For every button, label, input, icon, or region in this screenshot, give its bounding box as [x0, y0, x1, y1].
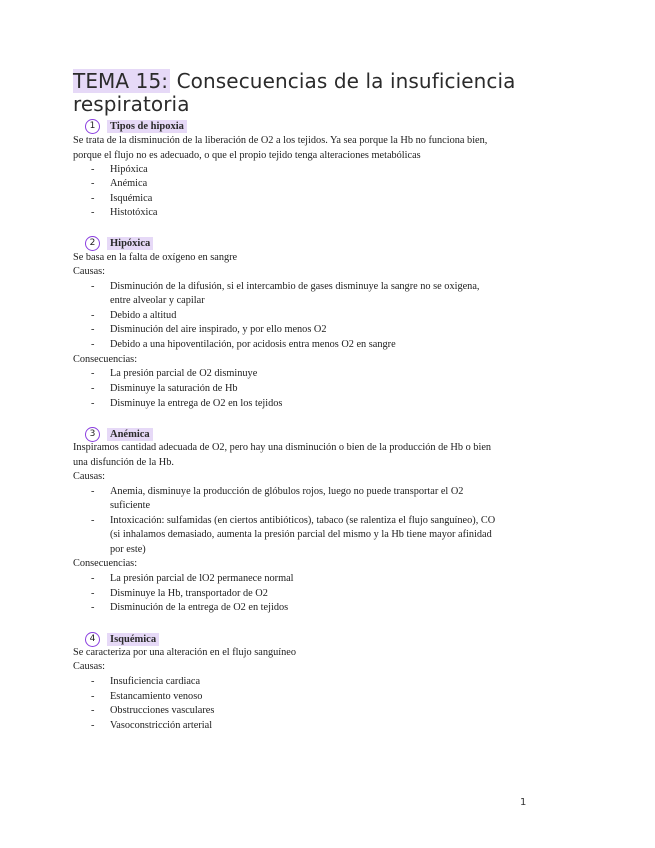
section-heading-text: Anémica	[107, 428, 153, 441]
bullet-dash: -	[91, 602, 95, 613]
bullet-dash: -	[91, 705, 95, 716]
list-item: Debido a una hipoventilación, por acidosis entra menos O2 en sangre	[110, 339, 396, 350]
section-4-heading	[85, 631, 159, 647]
bullet-dash: -	[91, 720, 95, 731]
causas-label: Causas:	[73, 266, 106, 277]
bullet-dash: -	[91, 368, 95, 379]
bullet-dash: -	[91, 324, 95, 335]
list-item: Intoxicación: sulfamidas (en ciertos antibióticos), tabaco (se ralentiza el flujo sanguíneo), CO	[110, 515, 496, 526]
bullet-dash: -	[91, 281, 95, 292]
bullet-dash: -	[91, 573, 95, 584]
bullet-dash: -	[91, 310, 95, 321]
list-item: Anemia, disminuye la producción de glóbulos rojos, luego no puede transportar el O2	[110, 486, 464, 497]
section-number-badge: 1	[85, 119, 100, 134]
list-item: Hipóxica	[110, 164, 148, 175]
page-title	[73, 70, 593, 116]
consecuencias-label: Consecuencias:	[73, 354, 138, 365]
list-item: Disminuye la entrega de O2 en los tejidos	[110, 398, 283, 409]
list-item: Debido a altitud	[110, 310, 177, 321]
bullet-dash: -	[91, 515, 95, 526]
bullet-dash: -	[91, 164, 95, 175]
list-item: Histotóxica	[110, 207, 158, 218]
consecuencias-label: Consecuencias:	[73, 558, 138, 569]
bullet-dash: -	[91, 676, 95, 687]
section-2-heading	[85, 235, 153, 251]
page-number: 1	[520, 797, 527, 808]
list-item: Estancamiento venoso	[110, 691, 203, 702]
causas-label: Causas:	[73, 661, 106, 672]
list-item: Isquémica	[110, 193, 153, 204]
bullet-dash: -	[91, 588, 95, 599]
title-main: Consecuencias de la insuficiencia	[170, 69, 516, 93]
list-item-continuation: (si inhalamos demasiado, aumenta la presión parcial del mismo y la Hb tiene mayor afinidad	[110, 529, 492, 540]
list-item-continuation: suficiente	[110, 500, 151, 511]
list-item: La presión parcial de lO2 permanece normal	[110, 573, 294, 584]
section-heading-text: Tipos de hipoxia	[107, 120, 187, 133]
bullet-dash: -	[91, 383, 95, 394]
list-item-continuation: por este)	[110, 544, 146, 555]
list-item: Disminución de la difusión, si el intercambio de gases disminuye la sangre no se oxigena,	[110, 281, 480, 292]
paragraph-line: una disfunción de la Hb.	[73, 457, 174, 468]
paragraph-line: Se caracteriza por una alteración en el flujo sanguíneo	[73, 647, 296, 658]
title-prefix: TEMA 15:	[73, 69, 169, 93]
bullet-dash: -	[91, 178, 95, 189]
bullet-dash: -	[91, 207, 95, 218]
list-item: Disminuye la Hb, transportador de O2	[110, 588, 268, 599]
list-item: Vasoconstricción arterial	[110, 720, 213, 731]
list-item: Insuficiencia cardiaca	[110, 676, 201, 687]
section-number-badge: 2	[85, 236, 100, 251]
list-item: Disminuye la saturación de Hb	[110, 383, 238, 394]
section-number-badge: 3	[85, 427, 100, 442]
bullet-dash: -	[91, 398, 95, 409]
causas-label: Causas:	[73, 471, 106, 482]
paragraph-line: Se basa en la falta de oxígeno en sangre	[73, 252, 238, 263]
list-item: Disminución del aire inspirado, y por ello menos O2	[110, 324, 327, 335]
paragraph-line: Se trata de la disminución de la liberación de O2 a los tejidos. Ya sea porque la Hb no funciona bien,	[73, 135, 488, 146]
list-item: La presión parcial de O2 disminuye	[110, 368, 258, 379]
list-item: Disminución de la entrega de O2 en tejidos	[110, 602, 289, 613]
list-item: Anémica	[110, 178, 148, 189]
paragraph-line: porque el flujo no es adecuado, o que el propio tejido tenga alteraciones metabólicas	[73, 150, 421, 161]
bullet-dash: -	[91, 193, 95, 204]
title-line2: respiratoria	[73, 92, 190, 116]
list-item: Obstrucciones vasculares	[110, 705, 215, 716]
bullet-dash: -	[91, 339, 95, 350]
bullet-dash: -	[91, 486, 95, 497]
section-3-heading	[85, 426, 153, 442]
list-item-continuation: entre alveolar y capilar	[110, 295, 205, 306]
section-number-badge: 4	[85, 632, 100, 647]
section-heading-text: Isquémica	[107, 633, 159, 646]
paragraph-line: Inspiramos cantidad adecuada de O2, pero hay una disminución o bien de la producción de Hb o bien	[73, 442, 492, 453]
bullet-dash: -	[91, 691, 95, 702]
section-1-heading	[85, 118, 187, 134]
section-heading-text: Hipóxica	[107, 237, 153, 250]
